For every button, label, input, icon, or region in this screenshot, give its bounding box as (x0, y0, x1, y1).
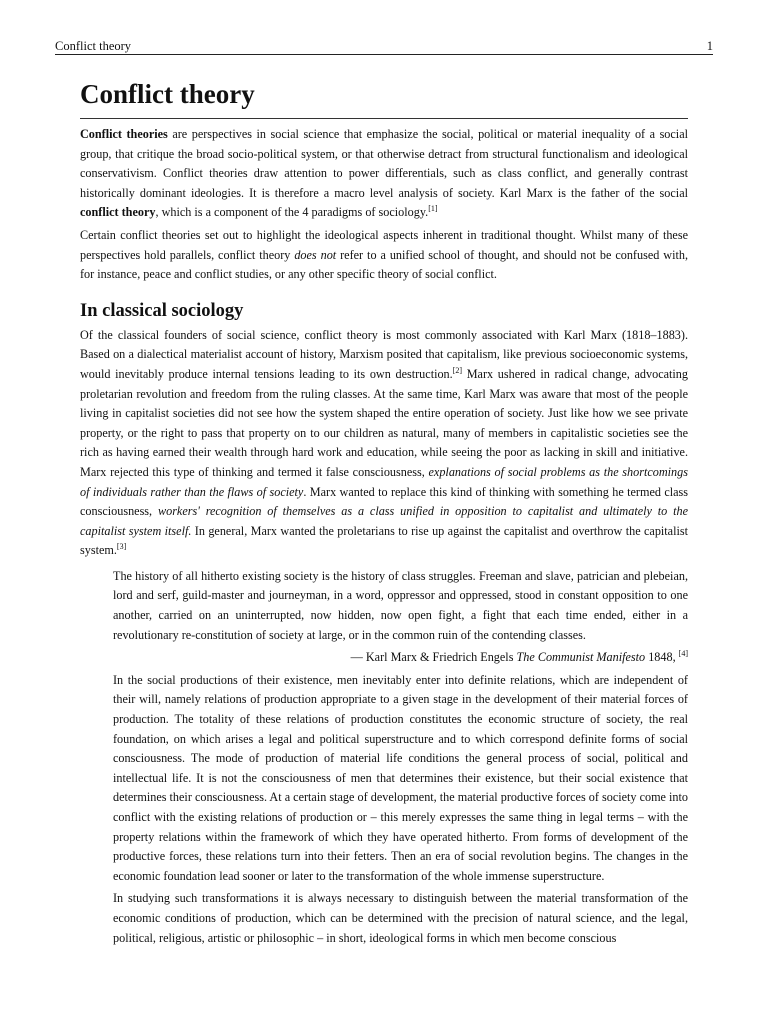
blockquote (113, 567, 688, 948)
citation-ref[interactable]: [2] (452, 365, 463, 375)
text-run: . Marx wanted to replace this kind of thinking with something he termed class consciousness, (80, 484, 689, 519)
text-run: Marx ushered in radical change, advocating proletarian revolution and freedom from the ruling classes. At the same time, Karl Marx was aware that most of the people living in capitalist societies did not see how the system shaped the entire operation of society. Just like how we see private property, or the right to pass that property on to our children as natural, many of members in capitalistic societies see the rich as having earned their wealth through hard work and education, while seeing the poor as lacking in skill and initiative. Marx rejected this type of thinking and termed it false consciousness, (80, 366, 688, 479)
bold-term: Conflict theories (80, 127, 168, 141)
text-run: are perspectives in social science that emphasize the social, political or material inequality of a social group, that critique the broad socio-political system, or that otherwise detract from structural functionalism and ideological conservativism. Conflict theories draw attention to power differentials, such as class conflict, and generally contrast historically dominant ideologies. It is therefore a macro level analysis of society. Karl Marx is the father of the social (80, 127, 688, 200)
article-title: Conflict theory (80, 76, 688, 119)
text-run: Certain conflict theories set out to highlight the ideological aspects inherent in traditional thought. Whilst many of these perspectives hold parallels, conflict theory (80, 227, 688, 262)
intro-paragraph-2 (80, 226, 688, 285)
quote-social-production: In the social productions of their existence, men inevitably enter into definite relations, which are independent of their will, namely relations of production appropriate to a given stage in the development of their material forces of production. The totality of these relations of production constitutes the economic structure of society, the real foundation, on which arises a legal and political superstructure and to which correspond definite forms of social consciousness. The mode of production of material life conditions the general process of social, political and intellectual life. It is not the consciousness of men that determines their existence, but their social existence that determines their consciousness. At a certain stage of development, the material productive forces of society come into conflict with the existing relations of production or – this merely expresses the same thing in legal terms – with the property relations within the framework of which they have operated hitherto. From forms of development of the productive forces, these relations turn into their fetters. Then an era of social revolution begins. The changes in the economic foundation lead sooner or later to the transformation of the whole immense superstructure. (113, 672, 688, 883)
page-number: 1 (706, 39, 713, 53)
section-paragraph (80, 326, 688, 561)
italic-text: workers' recognition of themselves as a class unified in opposition to capitalist and ultimately to the capitalist system itself. (80, 504, 688, 538)
italic-text: The Communist Manifesto (516, 650, 646, 665)
bold-term: conflict theory (80, 205, 156, 220)
citation-ref[interactable]: [4] (678, 649, 688, 659)
italic-text: does not (294, 247, 337, 262)
section-heading: In classical sociology (80, 300, 244, 321)
text-run: refer to a unified school of thought, and should not be confused with, for instance, peace and conflict studies, or any other specific theory of social conflict. (80, 247, 688, 282)
text-run: , which is a component of the 4 paradigms of sociology. (155, 205, 429, 220)
running-header (55, 38, 713, 55)
quote-transformations: In studying such transformations it is always necessary to distinguish between the material transformation of the economic conditions of production, which can be determined with the precision of natural science, and the legal, political, religious, artistic or philosophic – in short, ideological forms in which men become conscious (113, 891, 688, 945)
text-run: In general, Marx wanted the proletarians to rise up against the capitalist and overthrow the capitalist system. (80, 523, 688, 558)
intro-paragraph-1 (80, 125, 688, 223)
text-run: Of the classical founders of social science, conflict theory is most commonly associated with Karl Marx (1818–1883). Based on a dialectical materialist account of history, Marxism posited that capitalism, like previous socioeconomic systems, would inevitably produce internal tensions leading to its own destruction. (80, 327, 688, 381)
italic-text: explanations of social problems as the shortcomings of individuals rather than the flaws of society (80, 464, 688, 499)
running-header-title: Conflict theory (55, 39, 132, 53)
article-body (80, 76, 688, 951)
text-run: 1848, (645, 650, 679, 665)
citation-ref[interactable]: [1] (428, 204, 438, 214)
citation-ref[interactable]: [3] (116, 542, 127, 552)
quote-attribution (113, 648, 688, 668)
quote-communist-manifesto: The history of all hitherto existing society is the history of class struggles. Freeman and slave, patrician and plebeian, lord and serf, guild-master and journeyman, in a word, oppressor and oppressed, stood in constant opposition to one another, carried on an uninterrupted, now hidden, now open fight, a fight that each time ended, either in a revolutionary re-constitution of society at large, or in the common ruin of the contending classes. (113, 568, 688, 642)
text-run: — Karl Marx & Friedrich Engels (350, 650, 517, 665)
